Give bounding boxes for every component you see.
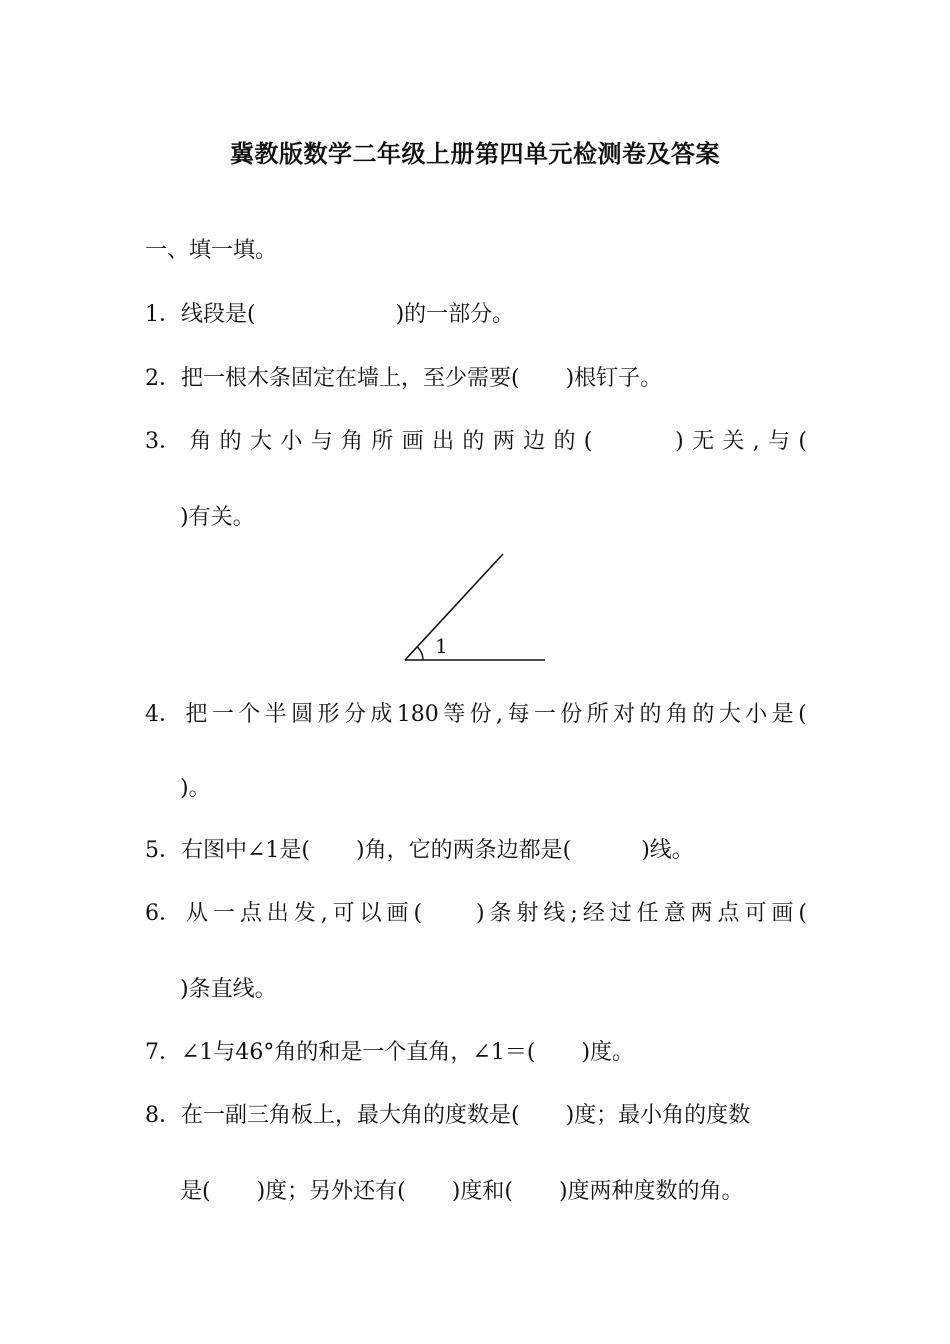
q6-blank [427,899,471,929]
q3-c7: 画 [401,429,424,454]
q2-text-a: 把一根木条固定在墙上，至少需要( [181,366,520,391]
section-heading: 一、填一填。 [145,238,278,263]
q4-c11: , [496,702,504,727]
q1-text-a: 线段是( [181,302,256,327]
q4-c12: 每 [507,702,530,727]
q6-c6: 可 [332,901,355,926]
q4-c22: 是 [771,702,794,727]
q2-text-b: )根钉子。 [565,366,663,391]
q1-number: 1． [145,302,181,327]
q6-c11: ) [475,901,485,926]
q6-c7: 以 [359,901,382,926]
question-3 [145,427,807,457]
q5-text-c: )线。 [641,838,694,863]
q3-c3: 小 [280,429,303,454]
q8-text-b: )度；最小角的度数 [565,1103,751,1128]
question-4 [145,700,807,730]
q7-text-a: ∠1与46°角的和是一个直角，∠1＝( [181,1040,536,1065]
q6-c4: 发 [293,901,316,926]
q3-c0: 角 [189,429,212,454]
q6-c0: 从 [185,901,208,926]
q7-number: 7． [145,1040,181,1065]
q3-c8: 出 [432,429,455,454]
q1-text-b: )的一部分。 [395,302,515,327]
angle-arc [417,647,423,660]
q7-text-b: )度。 [581,1040,635,1065]
question-1 [145,300,514,330]
q6-c2: 点 [239,901,262,926]
q3-c18: , [752,429,760,454]
q8-text-a: 在一副三角板上，最大角的度数是( [181,1103,520,1128]
angle-ray-slanted [405,554,503,660]
q3-c6: 所 [371,429,394,454]
q4-c13: 一 [533,702,556,727]
q4-c7: 成 [370,702,393,727]
q3-c2: 大 [250,429,273,454]
q4-c20: 大 [718,702,741,727]
q3-c4: 与 [310,429,333,454]
q8-text-d: )度；另外还有( [256,1179,406,1204]
q4-c6: 分 [343,702,366,727]
q4-c19: 的 [692,702,715,727]
question-8-continued [180,1177,744,1207]
q4-c5: 形 [317,702,340,727]
q6-c18: 任 [636,901,659,926]
q2-number: 2． [145,366,181,391]
q3-c9: 的 [462,429,485,454]
q6-c20: 两 [690,901,713,926]
question-4-continued: )。 [180,776,211,801]
q5-text-a: 右图中∠1是( [181,838,311,863]
q6-c9: ( [413,901,423,926]
q4-c10: 份 [469,702,492,727]
q3-c15: ) [675,429,684,454]
q6-number: 6． [145,901,181,926]
question-6 [145,899,807,929]
q3-c17: 关 [722,429,745,454]
page-title: 冀教版数学二年级上册第四单元检测卷及答案 [230,140,720,168]
q6-c12: 条 [489,901,512,926]
question-6-continued: )条直线。 [180,977,277,1002]
q6-c14: 线 [543,901,566,926]
q5-text-b: )角，它的两条边都是( [356,838,572,863]
q4-c2: 个 [238,702,261,727]
q6-c24: ( [798,901,807,926]
question-7 [145,1038,634,1068]
q6-c19: 意 [663,901,686,926]
q4-c9: 等 [443,702,466,727]
q3-c11: 边 [523,429,546,454]
q6-c3: 出 [266,901,289,926]
q3-c16: 无 [691,429,714,454]
q8-text-f: )度两种度数的角。 [558,1179,744,1204]
q4-c21: 小 [745,702,768,727]
angle-figure [395,548,555,668]
q4-c3: 半 [264,702,287,727]
q3-c19: 与 [768,429,791,454]
question-8 [145,1101,750,1131]
q3-c12: 的 [553,429,576,454]
question-2 [145,364,662,394]
q4-c23: ( [798,702,807,727]
q8-number: 8． [145,1103,181,1128]
q4-c15: 所 [586,702,609,727]
q4-number: 4． [145,702,181,727]
q4-c0: 把 [185,702,208,727]
q6-c22: 可 [744,901,767,926]
q8-text-e: )度和( [451,1179,513,1204]
q3-c1: 的 [219,429,242,454]
q8-text-c: 是( [180,1179,211,1204]
q4-c16: 对 [613,702,636,727]
q4-c17: 的 [639,702,662,727]
q4-c18: 角 [665,702,688,727]
q3-c10: 两 [492,429,515,454]
q3-number: 3． [145,429,181,454]
q6-c13: 射 [516,901,539,926]
q4-c8: 180 [396,702,439,727]
q4-c4: 圆 [291,702,314,727]
q6-c17: 过 [609,901,632,926]
q3-c20: ( [798,429,807,454]
q4-c1: 一 [211,702,234,727]
q6-c1: 一 [212,901,235,926]
question-3-continued: )有关。 [180,505,255,530]
q4-c14: 份 [560,702,583,727]
q6-c21: 点 [717,901,740,926]
angle-label: 1 [435,634,448,658]
q3-blank [601,427,667,457]
q3-c5: 角 [341,429,364,454]
q6-c8: 画 [386,901,409,926]
q3-c13: ( [583,429,593,454]
question-5 [145,836,694,866]
q5-number: 5． [145,838,181,863]
q6-c23: 画 [771,901,794,926]
q6-c16: 经 [582,901,605,926]
q6-c5: , [320,901,328,926]
q6-c15: ; [570,901,578,926]
